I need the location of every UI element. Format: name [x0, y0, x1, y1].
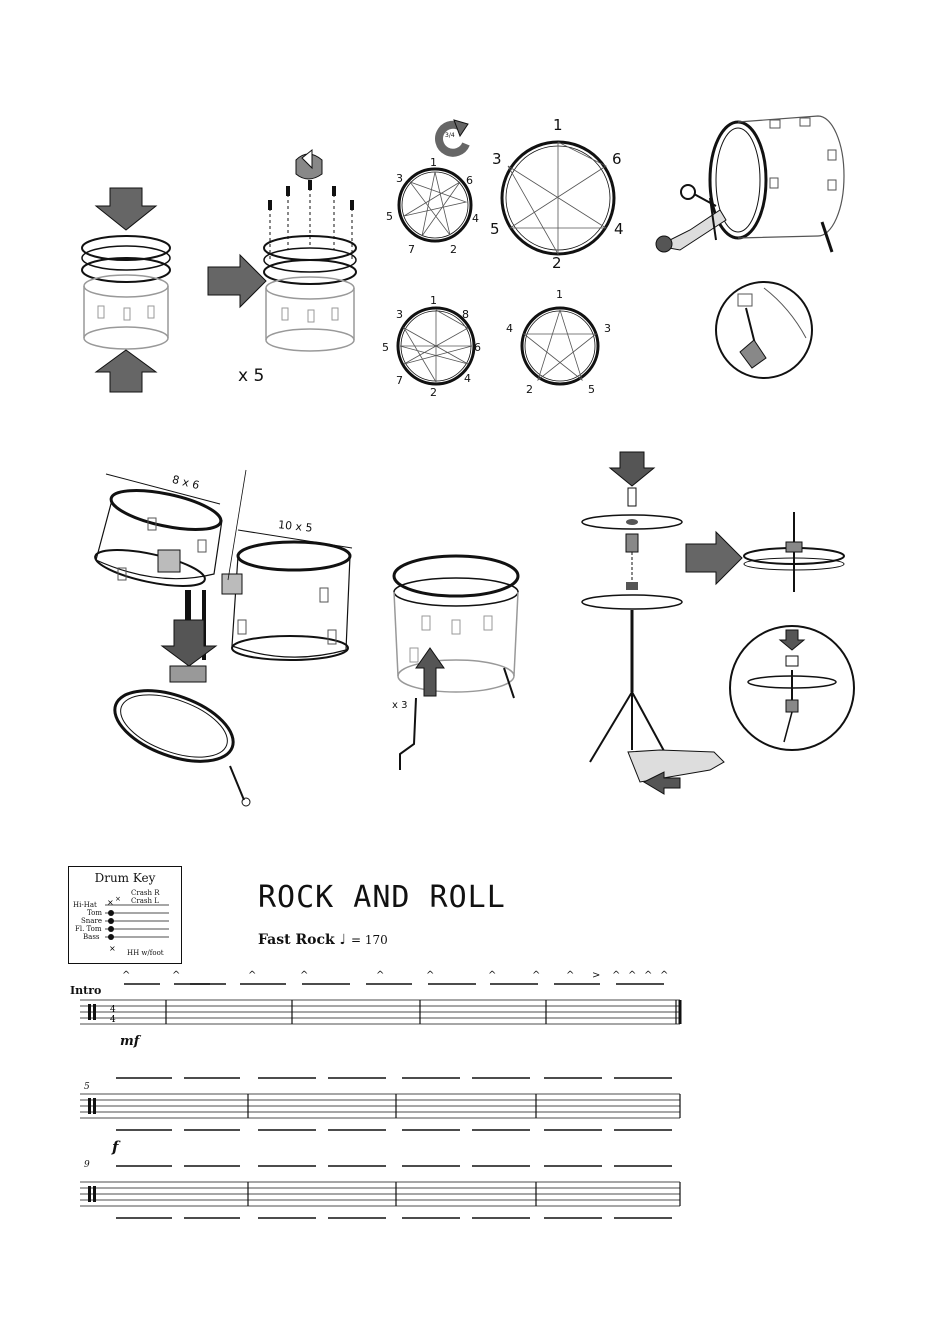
- lug-number: 5: [588, 383, 595, 396]
- tension-rod-panel: [262, 140, 362, 390]
- lug-number: 6: [612, 150, 622, 168]
- svg-text:^: ^: [248, 970, 257, 981]
- svg-text:4: 4: [110, 1015, 116, 1025]
- intro-label: Intro: [70, 984, 102, 997]
- tempo-value: = 170: [351, 933, 388, 947]
- toms-mount-illustration: [88, 470, 368, 810]
- right-arrow-icon: [208, 255, 266, 307]
- lug-number: 2: [526, 383, 533, 396]
- clutch-detail-illustration: [724, 620, 864, 756]
- lug-number: 3: [396, 308, 403, 321]
- bass-drum-pedal-illustration: [650, 110, 850, 270]
- svg-text:>: >: [592, 970, 601, 981]
- drum-key-title: Drum Key: [94, 871, 156, 885]
- drum-key-floor-tom: Fl. Tom: [75, 925, 102, 933]
- lug-number: 1: [430, 294, 437, 307]
- drum-key-tom: Tom: [87, 909, 102, 917]
- lug-number: 6: [466, 174, 473, 187]
- dynamic-mf: mf: [120, 1034, 140, 1049]
- song-title: ROCK AND ROLL: [258, 880, 506, 915]
- tom2-size-label: 10 x 5: [277, 518, 314, 535]
- tuning-diagram-5-lug: [516, 300, 606, 390]
- drum-key-crash-r: Crash R: [131, 889, 160, 897]
- svg-text:^: ^: [488, 970, 497, 981]
- score-system-verse-2: [80, 1160, 690, 1220]
- svg-text:^: ^: [376, 970, 385, 981]
- svg-text:^: ^: [660, 970, 669, 981]
- lug-number: 7: [396, 374, 403, 387]
- lug-number: 1: [430, 156, 437, 169]
- floor-tom-multiplier: x 3: [392, 700, 408, 711]
- lug-number: 4: [472, 212, 479, 225]
- svg-text:×: ×: [115, 895, 121, 903]
- quarter-note-icon: ♩: [339, 932, 347, 948]
- svg-text:^: ^: [644, 970, 653, 981]
- measure-number: 5: [84, 1082, 90, 1092]
- drum-key-bass: Bass: [83, 933, 100, 941]
- assembled-hihat-illustration: [742, 512, 852, 592]
- drum-key-hihat: Hi-Hat: [73, 901, 97, 909]
- svg-text:×: ×: [107, 898, 114, 907]
- lug-number: 1: [553, 116, 563, 134]
- score-system-intro: [80, 970, 690, 1030]
- lug-number: 2: [552, 254, 562, 272]
- shell-assembly-illustration: [70, 180, 180, 400]
- svg-text:^: ^: [122, 970, 131, 981]
- lug-number: 2: [430, 386, 437, 399]
- svg-text:4: 4: [110, 1005, 116, 1015]
- lug-number: 5: [490, 220, 500, 238]
- tempo-marking: [258, 932, 388, 948]
- shell-assembly-panel: [70, 180, 180, 400]
- lug-number: 2: [450, 243, 457, 256]
- svg-text:^: ^: [628, 970, 637, 981]
- lug-number: 5: [386, 210, 393, 223]
- svg-text:^: ^: [532, 970, 541, 981]
- svg-text:×: ×: [109, 944, 116, 953]
- tension-rod-illustration: [262, 140, 362, 390]
- measure-number: 9: [84, 1160, 90, 1170]
- tuning-diagram-6-lug: [500, 130, 620, 260]
- drum-key-hh-foot: HH w/foot: [127, 949, 164, 957]
- tom1-size-label: 8 x 6: [170, 472, 201, 493]
- lug-number: 4: [614, 220, 624, 238]
- drum-key-box: [68, 866, 182, 964]
- tempo-label: Fast Rock: [258, 932, 335, 948]
- lug-number: 7: [408, 243, 415, 256]
- lug-number: 8: [462, 308, 469, 321]
- lug-number: 3: [492, 150, 502, 168]
- drum-key-crash-l: Crash L: [131, 897, 159, 905]
- lug-number: 1: [556, 288, 563, 301]
- svg-text:^: ^: [300, 970, 309, 981]
- svg-text:^: ^: [172, 970, 181, 981]
- floor-tom-illustration: [386, 548, 526, 770]
- lug-number: 4: [506, 322, 513, 335]
- dynamic-f: f: [112, 1138, 119, 1156]
- lug-number: 5: [382, 341, 389, 354]
- svg-text:^: ^: [566, 970, 575, 981]
- drum-key-snare: Snare: [81, 917, 102, 925]
- svg-text:^: ^: [612, 970, 621, 981]
- hihat-stand-illustration: [580, 452, 740, 797]
- lug-number: 4: [464, 372, 471, 385]
- right-arrow-icon: [686, 532, 742, 584]
- rotation-label: 3/4: [445, 132, 455, 139]
- lug-number: 3: [604, 322, 611, 335]
- spur-detail-illustration: [710, 278, 820, 384]
- score-system-verse-1: [80, 1074, 690, 1134]
- lug-number: 6: [474, 341, 481, 354]
- svg-text:^: ^: [426, 970, 435, 981]
- step1-multiplier: x 5: [238, 366, 265, 386]
- lug-number: 3: [396, 172, 403, 185]
